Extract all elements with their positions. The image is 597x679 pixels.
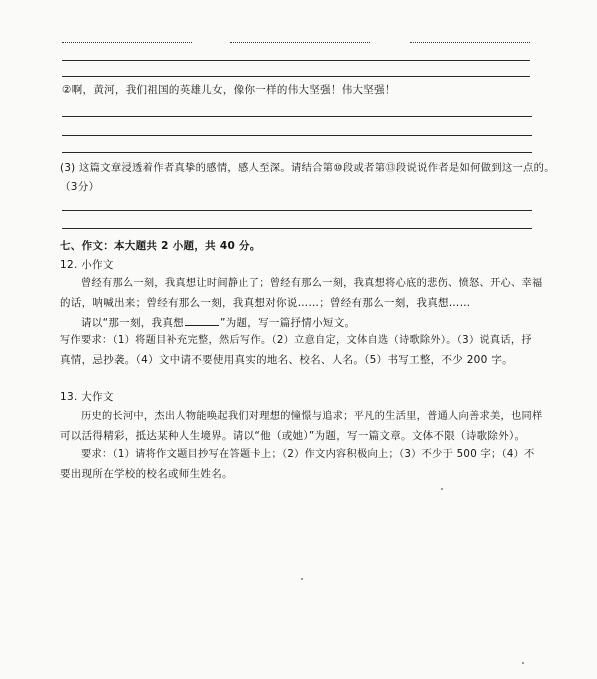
q12-para1-line2: 的话，呐喊出来；曾经有那么一刻，我真想对你说……；曾经有那么一刻，我真想…… xyxy=(60,297,471,309)
q13-para1-line1: 历史的长河中，杰出人物能唤起我们对理想的憧憬与追求；平凡的生活里，普通人向善求美，也同样 xyxy=(81,411,543,422)
q12-para1-line1: 曾经有那么一刻，我真想让时间静止了；曾经有那么一刻，我真想将心底的悲伤、愤怒、开心、幸福 xyxy=(81,278,543,289)
title-blank xyxy=(185,315,219,326)
answer-line xyxy=(410,42,530,43)
q3-text-line2: （3分） xyxy=(60,181,100,193)
q13-title: 13. 大作文 xyxy=(60,391,114,403)
answer-line xyxy=(62,76,530,77)
scan-speck xyxy=(301,578,303,580)
q13-req-line2: 要出现所在学校的校名或师生姓名。 xyxy=(60,468,233,480)
answer-line xyxy=(62,152,532,153)
q12-para2-suffix: ”为题，写一篇抒情小短文。 xyxy=(219,317,356,329)
answer-line xyxy=(62,42,192,43)
q12-title: 12. 小作文 xyxy=(60,259,114,271)
answer-line xyxy=(62,210,532,211)
section7-heading: 七、作文：本大题共 2 小题，共 40 分。 xyxy=(60,240,261,252)
answer-line xyxy=(62,135,532,136)
q13-req-line1: 要求：（1）请将作文题目抄写在答题卡上；（2）作文内容积极向上；（3）不少于 500 字；（4）不 xyxy=(81,449,535,460)
q12-para2 xyxy=(60,315,355,330)
scan-speck xyxy=(522,662,524,664)
q3-text-line1: (3) 这篇文章浸透着作者真挚的感情，感人至深。请结合第⑩段或者第⑬段说说作者是如何做到这一点的。 xyxy=(60,162,555,174)
q13-para1-line2: 可以活得精彩，抵达某种人生境界。请以“他（或她）”为题，写一篇文章。文体不限（诗歌除外）。 xyxy=(60,430,526,442)
scan-speck xyxy=(441,488,443,490)
answer-line xyxy=(230,42,370,43)
answer-line xyxy=(62,116,532,117)
q12-req-line2: 真情，忌抄袭。（4）文中请不要使用真实的地名、校名、人名。（5）书写工整，不少 200 字。 xyxy=(60,354,513,366)
q2-text: ②啊，黄河，我们祖国的英雄儿女，像你一样的伟大坚强！伟大坚强！ xyxy=(62,84,396,96)
answer-line xyxy=(62,60,530,61)
q12-para2-prefix: 请以“那一刻，我真想 xyxy=(81,317,184,329)
q12-req-line1: 写作要求：（1）将题目补充完整，然后写作。（2）立意自定，文体自选（诗歌除外）。（3）说真话，抒 xyxy=(60,335,532,346)
answer-line xyxy=(62,228,532,229)
